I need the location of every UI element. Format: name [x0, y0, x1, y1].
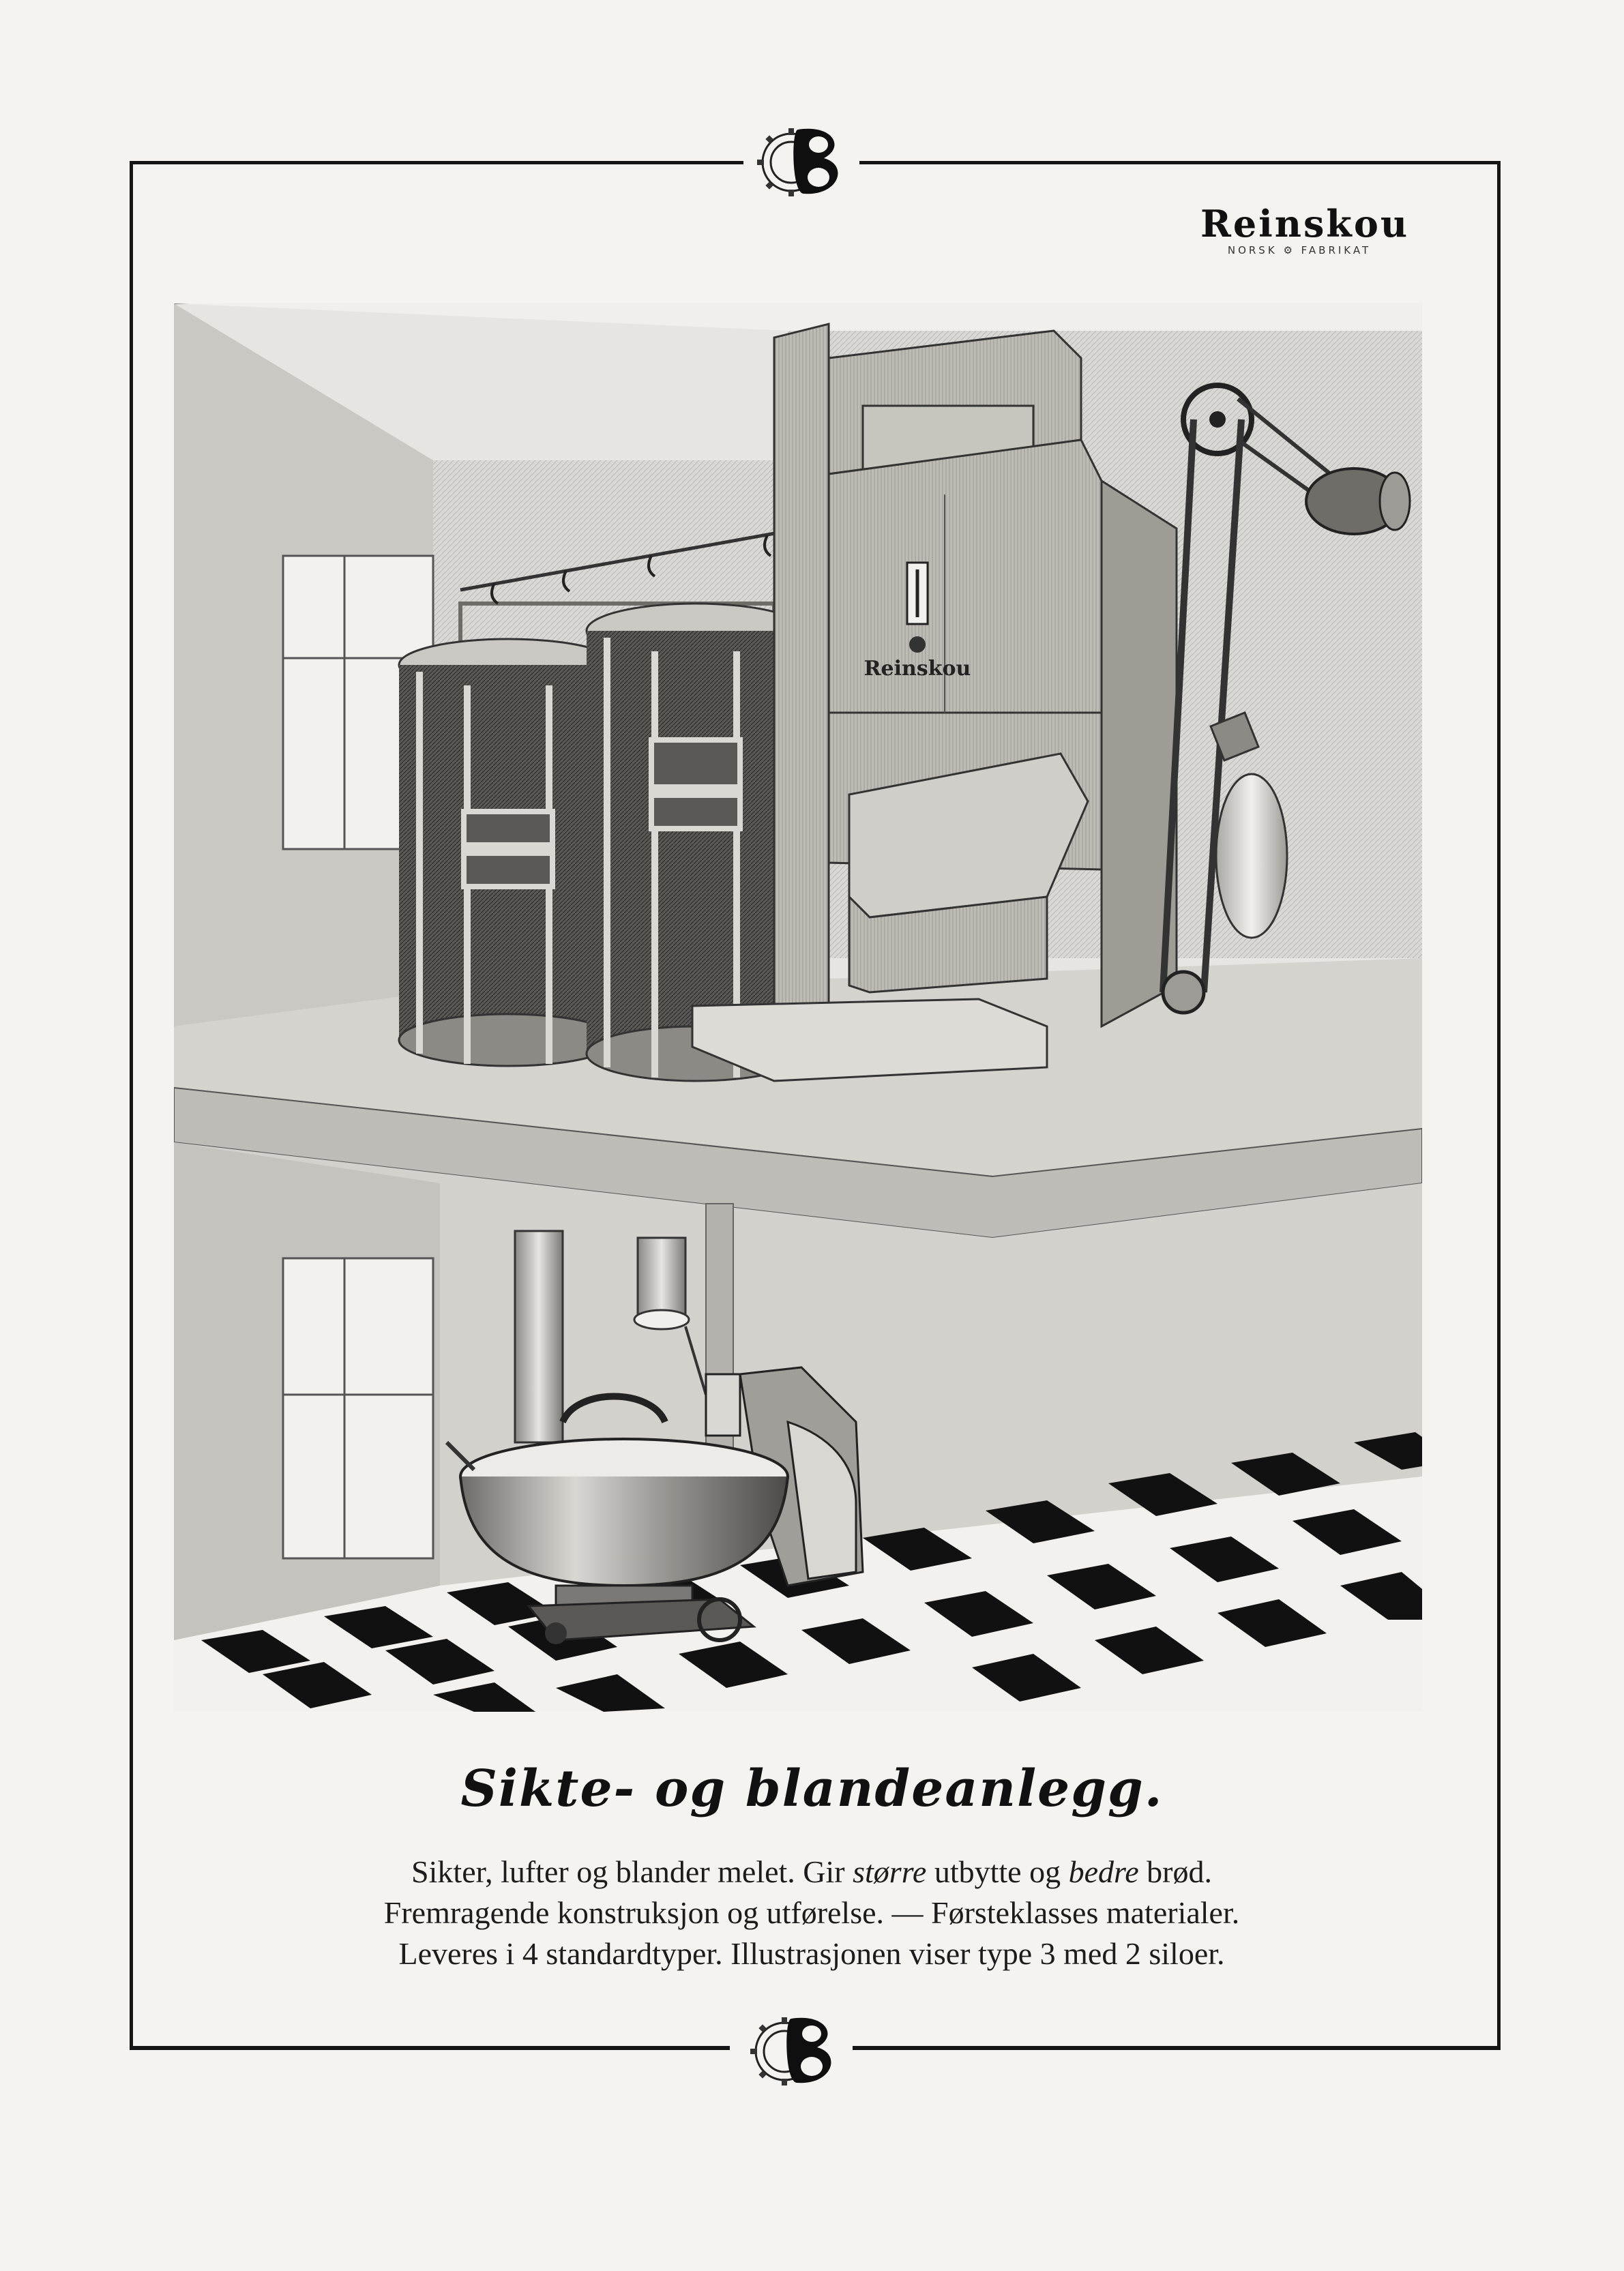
silo-left: [399, 639, 617, 1066]
caption-body: [286, 1852, 1337, 1974]
caption-line-1: [286, 1852, 1337, 1892]
caption-line-1-part-c: brød.: [1138, 1854, 1212, 1889]
caption-line-1-emphasis-1: større: [853, 1854, 927, 1889]
frame-top-right-rule: [859, 161, 1501, 164]
frame-top-left-rule: [130, 161, 743, 164]
caption-line-1-emphasis-2: bedre: [1068, 1854, 1139, 1889]
brand-sub-left: NORSK: [1227, 244, 1278, 256]
caption-line-3: Leveres i 4 standardtyper. Illustrasjonen viser type 3 med 2 siloer.: [398, 1936, 1225, 1971]
electric-motor: [1306, 469, 1410, 534]
cabinet-brand-label: Reinskou: [863, 657, 971, 681]
caption-line-1-part-a: Sikter, lufter og blander melet. Gir: [411, 1854, 853, 1889]
top-emblem-icon: [743, 109, 859, 211]
upper-room: [174, 303, 1422, 1238]
brand-name: Reinskou: [1200, 202, 1410, 246]
lower-window: [283, 1258, 433, 1558]
equipment-illustration: [174, 303, 1422, 1712]
caption-line-2: Fremragende konstruksjon og utførelse. — Førsteklasses materialer.: [383, 1895, 1240, 1930]
brand-logo: [1200, 202, 1410, 256]
brand-sub-right: FABRIKAT: [1301, 244, 1372, 256]
bottom-emblem-icon: [737, 1998, 853, 2101]
brand-subtitle: [1200, 244, 1398, 256]
caption-title: Sikte- og blandeanlegg.: [460, 1760, 1164, 1818]
lower-room: [174, 1142, 1422, 1712]
frame-bottom-right-rule: [853, 2046, 1501, 2050]
frame-bottom-left-rule: [130, 2046, 730, 2050]
brand-gear-icon: ⚙: [1283, 244, 1301, 256]
caption-line-1-part-b: utbytte og: [926, 1854, 1069, 1889]
